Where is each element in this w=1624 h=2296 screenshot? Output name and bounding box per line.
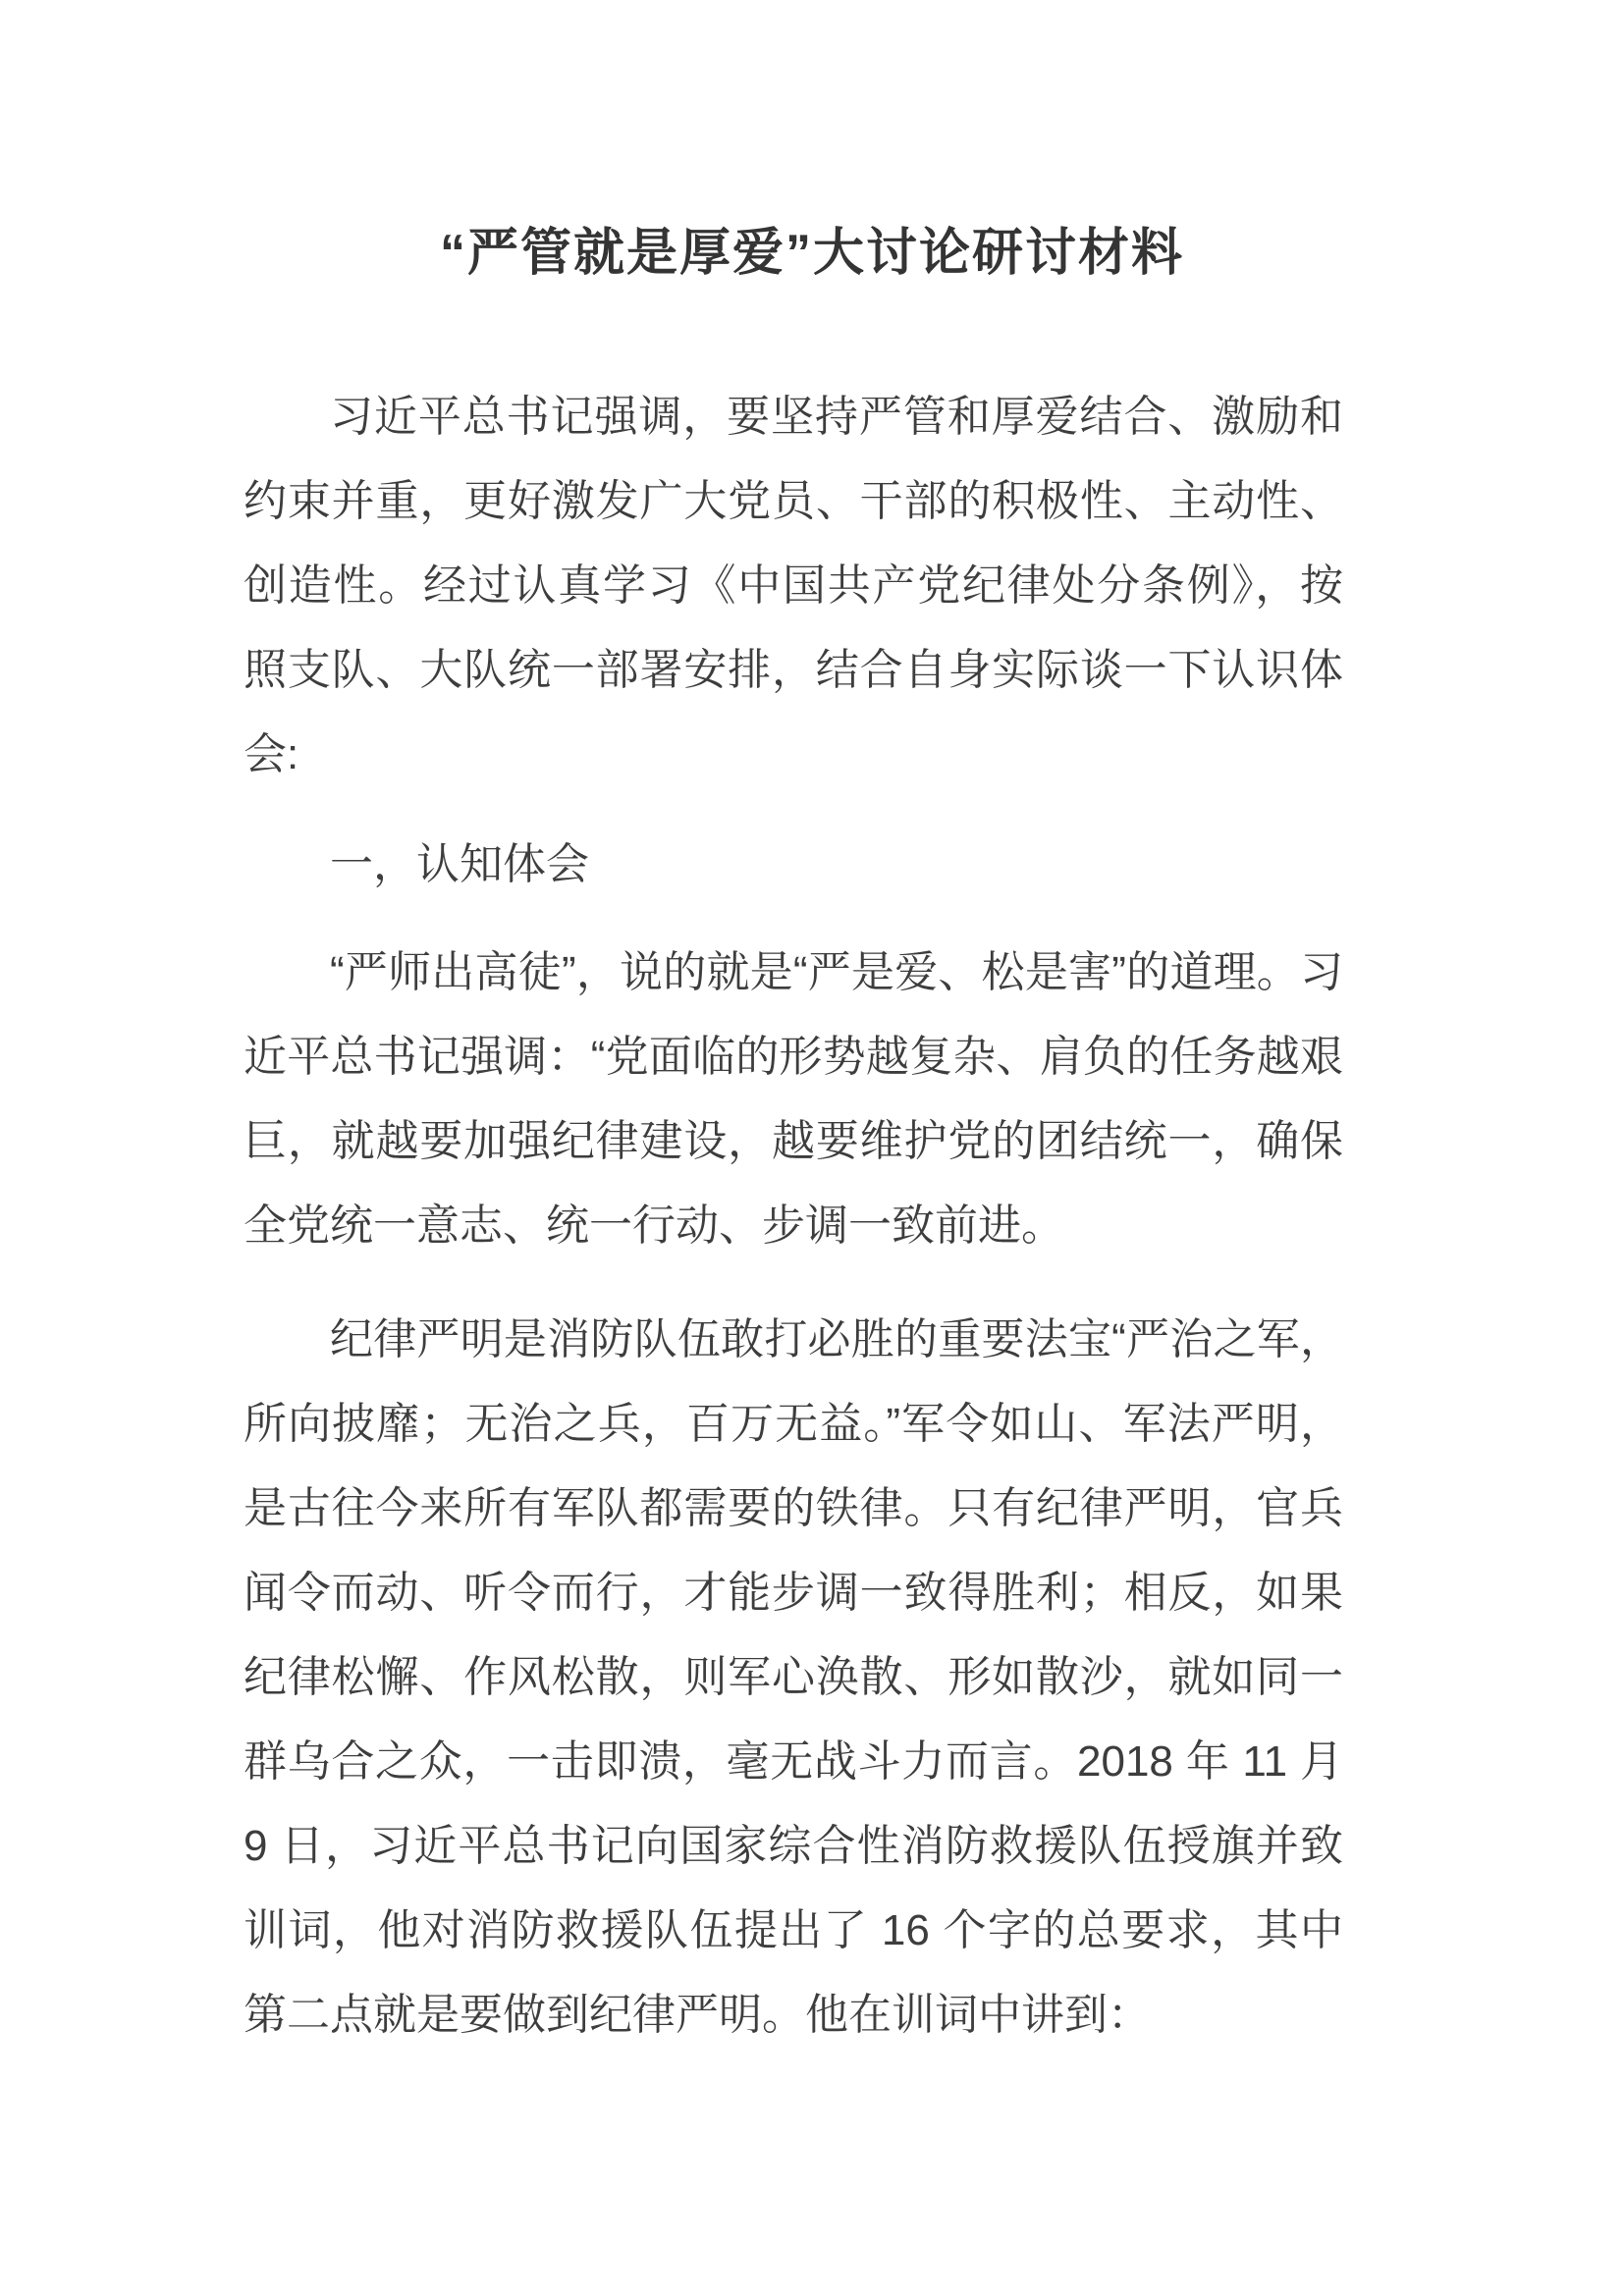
section-heading-1: 一，认知体会 (330, 840, 589, 888)
intro-paragraph: 习近平总书记强调，要坚持严管和厚爱结合、激励和约束并重，更好激发广大党员、干部的积极性、主动性、创造性。经过认真学习《中国共产党纪律处分条例》，按照支队、大队统一部署安排，结合自身实际谈一下认识体会: (244, 393, 1343, 778)
document-title: “严管就是厚爱”大讨论研讨材料 (439, 225, 1184, 282)
document-body (244, 375, 1343, 2057)
body-paragraph-3: 纪律严明是消防队伍敢打必胜的重要法宝“严治之军，所向披靡；无治之兵，百万无益。”军令如山、军法严明，是古往今来所有军队都需要的铁律。只有纪律严明，官兵闻令而动、听令而行，才能步调一致得胜利；相反，如果纪律松懈、作风松散，则军心涣散、形如散沙，就如同一群乌合之众，一击即溃，毫无战斗力而言。2018 年 11 月 9 日，习近平总书记向国家综合性消防救援队伍授旗并致训词，他对消防救援队伍提出了 16 个字的总要求，其中第二点就是要做到纪律严明。他在训词中讲到： (244, 1315, 1343, 2039)
body-paragraph-2: “严师出高徒”，说的就是“严是爱、松是害”的道理。习近平总书记强调：“党面临的形势越复杂、肩负的任务越艰巨，就越要加强纪律建设，越要维护党的团结统一，确保全党统一意志、统一行动、步调一致前进。 (244, 948, 1343, 1250)
